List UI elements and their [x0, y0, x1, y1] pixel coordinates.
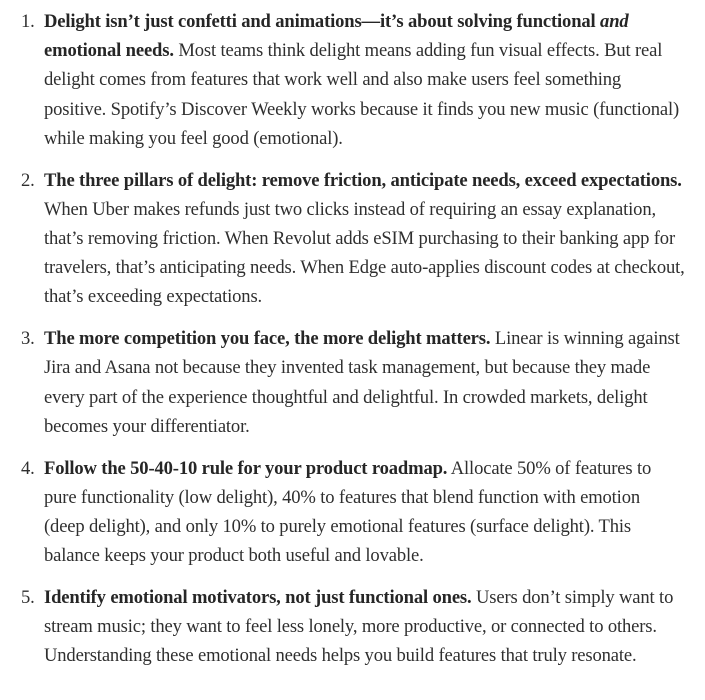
- list-item: [0, 583, 685, 671]
- item-body: Most teams think delight means adding fun visual effects. But real delight comes from features that work well and also make users feel something positive. Spotify’s Discover Weekly works because it finds you new music (functional) while making you feel good (emotional).: [44, 40, 680, 149]
- list-number: 3.: [21, 328, 35, 350]
- item-heading-text-end: emotional needs.: [44, 40, 174, 62]
- list-item: [0, 454, 685, 571]
- item-body: Allocate 50% of features to pure functionality (low delight), 40% to features that blend function with emotion (deep delight), and only 10% to purely emotional features (surface delight). This balance keeps your product both useful and lovable.: [44, 457, 652, 567]
- item-heading-emphasis: and: [600, 11, 629, 32]
- list-number: 2.: [21, 169, 35, 191]
- item-body: Users don’t simply want to stream music; they want to feel less lonely, more productive, or connected to others. Understanding these emotional needs helps you build features that truly resonate.: [44, 587, 674, 667]
- takeaways-list: [0, 7, 685, 671]
- list-number: 4.: [21, 457, 35, 479]
- item-heading: The three pillars of delight: remove friction, anticipate needs, exceed expectations.: [44, 169, 682, 191]
- list-item: [0, 7, 685, 153]
- item-heading: Identify emotional motivators, not just functional ones.: [44, 587, 472, 609]
- list-item: [0, 166, 685, 312]
- list-number: 5.: [21, 587, 35, 609]
- item-heading: The more competition you face, the more delight matters.: [44, 328, 491, 350]
- item-heading-text: Delight isn’t just confetti and animations—it’s about solving functional: [44, 11, 601, 32]
- list-number: 1.: [21, 11, 35, 32]
- item-body: When Uber makes refunds just two clicks instead of requiring an essay explanation, that’s removing friction. When Revolut adds eSIM purchasing to their banking app for travelers, that’s anticipating needs. When Edge auto-applies discount codes at checkout, that’s exceeding expectations.: [44, 198, 685, 308]
- item-heading: Follow the 50-40-10 rule for your product roadmap.: [44, 457, 448, 479]
- item-body: Linear is winning against Jira and Asana not because they invented task management, but because they made every part of the experience thoughtful and delightful. In crowded markets, delight becomes your differentiator.: [44, 328, 680, 437]
- list-item: [0, 324, 685, 441]
